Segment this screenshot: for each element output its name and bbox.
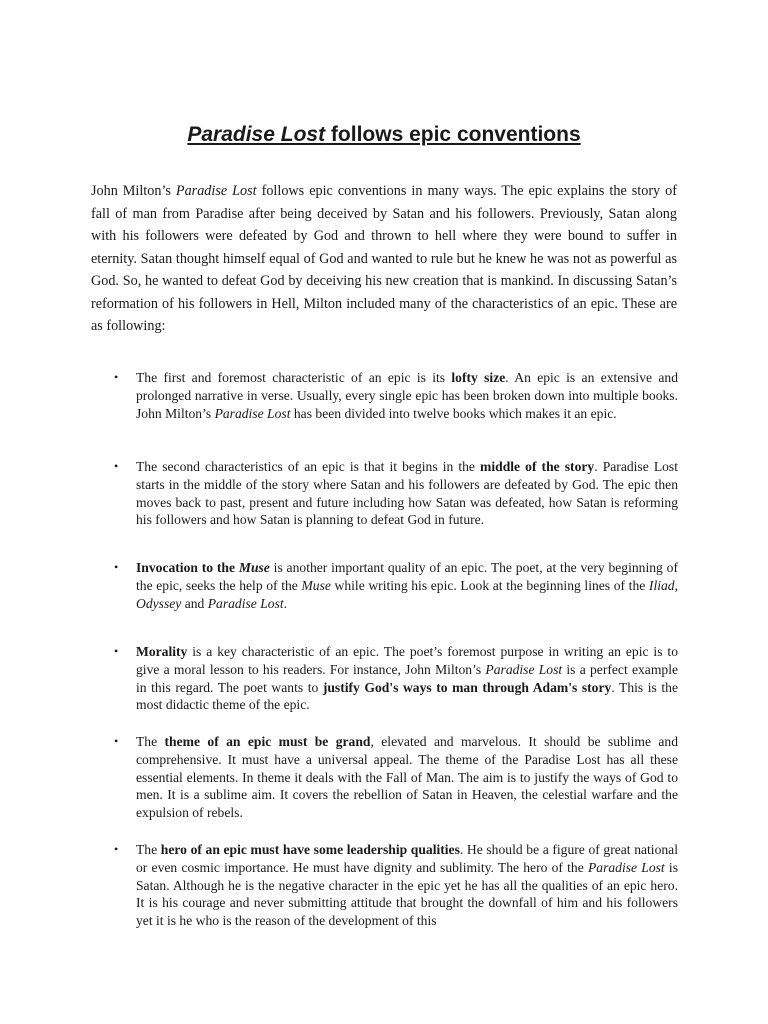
bullet-dot: • xyxy=(114,734,119,748)
italic-text: Paradise Lost xyxy=(485,661,563,677)
text: , elevated and marvelous. It should be sublime and comprehensive. It must have a universal appeal. The theme of the Paradise Lost has all these essential elements. In theme it deals with the Fall of Man. The aim is to justify the ways of God to men. It is a sublime aim. It covers the rebellion of Satan in Heaven, the celestial warfare and the expulsion of rebels. xyxy=(136,734,678,821)
text: The xyxy=(136,842,161,857)
bullet-dot: • xyxy=(114,842,119,856)
italic-text: Paradise Lost xyxy=(587,859,665,875)
list-item-invocation-to-muse xyxy=(114,559,678,612)
italic-text: Muse xyxy=(301,577,331,593)
bold-text: hero of an epic must have some leadership qualities xyxy=(160,842,460,857)
text: . Paradise Lost starts in the middle of the story where Satan and his followers are defeated by God. The epic then moves back to past, present and future including how Satan was defeated, how Satan is reforming his followers and how Satan is planning to defeat God in future. xyxy=(136,459,678,528)
list-item-grand-theme xyxy=(114,733,678,822)
italic-text: Paradise Lost xyxy=(214,405,291,421)
text: is Satan. Although he is the negative character in the epic yet he has all the qualities of an epic hero. It is his courage and never submitting attitude that brought the downfall of him and his followers yet it is he who is the reason of the development of this xyxy=(136,859,678,929)
text: The first and foremost characteristic of an epic is its xyxy=(136,370,452,385)
text: has been divided into twelve books which makes it an epic. xyxy=(290,405,617,421)
bold-text: middle of the story xyxy=(480,459,595,474)
page-title xyxy=(0,121,768,149)
text: The xyxy=(136,734,165,749)
bullet-dot: • xyxy=(114,644,119,658)
italic-text: Paradise Lost xyxy=(207,595,284,611)
bold-text: Invocation to the xyxy=(136,560,239,575)
bold-text: lofty size xyxy=(451,370,506,385)
intro-text-2: follows epic conventions in many ways. The epic explains the story of fall of man from Paradise after being deceived by Satan and his followers. Previously, Satan along with his followers were defeated by God and thrown to hell where they were bound to suffer in eternity. Satan thought himself equal of God and wanted to rule but he knew he was not as powerful as God. So, he wanted to defeat God by deceiving his new creation that is mankind. In discussing Satan’s reformation of his followers in Hell, Milton included many of the characteristics of an epic. These are as following: xyxy=(91,183,677,334)
bold-text: Morality xyxy=(136,644,188,659)
text: while writing his epic. Look at the beginning lines of the xyxy=(330,577,649,593)
bold-text: theme of an epic must be grand xyxy=(164,734,371,749)
italic-text: Iliad, Odyssey xyxy=(136,577,678,611)
text: . He should be a figure of great national or even cosmic importance. He must have dignity and sublimity. The hero of the xyxy=(136,842,678,875)
list-item-morality xyxy=(114,643,678,714)
bold-italic-text: Muse xyxy=(238,560,270,575)
text: . This is the most didactic theme of the epic. xyxy=(136,679,678,713)
text: . xyxy=(283,595,288,611)
list-item-middle-of-story xyxy=(114,458,678,529)
bullet-dot: • xyxy=(114,370,119,384)
text: The second characteristics of an epic is that it begins in the xyxy=(136,459,481,474)
bullet-dot: • xyxy=(114,560,119,574)
text: is a perfect example in this regard. The poet wants to xyxy=(136,661,678,695)
title-rest: follows epic conventions xyxy=(325,123,581,146)
title-italic: Paradise Lost xyxy=(187,123,326,146)
intro-paragraph xyxy=(91,180,677,338)
list-item-heroic-leadership xyxy=(114,841,678,930)
text: is a key characteristic of an epic. The poet’s foremost purpose in writing an epic is to give a moral lesson to his readers. For instance, John Milton’s xyxy=(136,644,678,677)
text: is another important quality of an epic. The poet, at the very beginning of the epic, seeks the help of the xyxy=(136,560,678,593)
text: . An epic is an extensive and prolonged narrative in verse. Usually, every single epic has been broken down into multiple books. John Milton’s xyxy=(136,370,678,421)
intro-italic: Paradise Lost xyxy=(175,183,257,199)
text: and xyxy=(181,595,208,611)
list-item-lofty-size xyxy=(114,369,678,422)
intro-text-1: John Milton’s xyxy=(91,183,176,199)
bullet-dot: • xyxy=(114,459,119,473)
bold-text: justify God's ways to man through Adam's story xyxy=(322,679,612,695)
